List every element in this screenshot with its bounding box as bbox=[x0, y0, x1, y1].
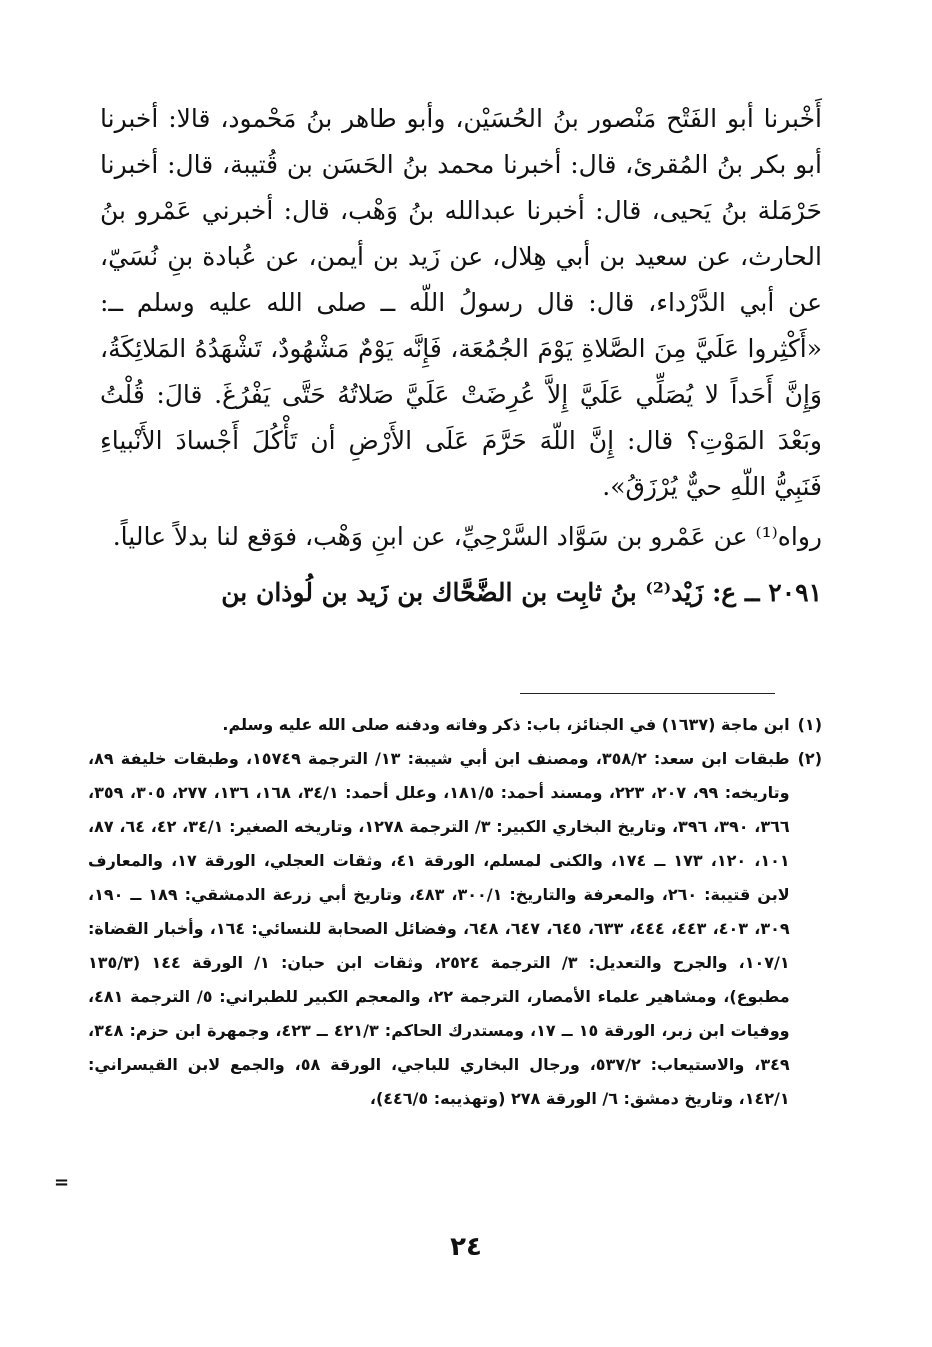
continuation-mark: = bbox=[54, 1172, 70, 1193]
footnote-item bbox=[88, 708, 822, 742]
footnote-text: ابن ماجة (١٦٣٧) في الجنائز، باب: ذكر وفاته ودفنه صلى الله عليه وسلم. bbox=[222, 715, 790, 734]
hadith-paragraph: أَخْبرنا أبو الفَتْح مَنْصور بنُ الحُسَيْن، وأبو طاهر بنُ مَحْمود، قالا: أخبرنا أبو بكر بنُ المُقرئ، قال: أخبرنا محمد بنُ الحَسَن بن قُتيبة، قال: أخبرنا حَرْمَلة بنُ يَحيى، قال: أخبرنا عبدالله بنُ وَهْب، قال: أخبرني عَمْرو بنُ الحارث، عن سعيد بن أبي هِلال، عن زَيد بن أيمن، عن عُبادة بنِ نُسَيّ، عن أبي الدَّرْداء، قال: قال رسولُ اللّه ــ صلى الله عليه وسلم ــ: «أَكْثِروا عَلَيَّ مِنَ الصَّلاةِ يَوْمَ الجُمُعَة، فَإِنَّه يَوْمٌ مَشْهُودٌ، تَشْهَدُهُ المَلائِكَةُ، وَإِنَّ أَحَداً لا يُصَلِّي عَلَيَّ إِلاَّ عُرِضَتْ عَلَيَّ صَلاتُهُ حَتَّى يَفْرُغَ. قالَ: قُلْتُ وبَعْدَ المَوْتِ؟ قال: إِنَّ اللّهَ حَرَّمَ عَلَى الأَرْضِ أن تَأْكُلَ أَجْسادَ الأَنْبياءِ فَنَبِيُّ اللّهِ حيٌّ يُرْزَقُ». bbox=[100, 104, 822, 501]
footnote-marker: (٢) bbox=[797, 749, 822, 768]
footnote-marker: (١) bbox=[797, 715, 822, 734]
biography-entry-heading: ٢٠٩١ ــ ع: زَيْد⁽²⁾ بنُ ثابِت بن الضَّحَّاك بن زَيد بن لُوذان بن bbox=[221, 578, 822, 607]
narration-paragraph: رواه⁽¹⁾ عن عَمْرو بن سَوَّاد السَّرْحِيِّ، عن ابنِ وَهْب، فوَقع لنا بدلاً عالياً. bbox=[112, 522, 822, 551]
footnotes-section bbox=[88, 708, 822, 1116]
footnote-text: طبقات ابن سعد: ٣٥٨/٢، ومصنف ابن أبي شيبة: ١٣/ الترجمة ١٥٧٤٩، وطبقات خليفة ٨٩، وتاريخه: ٩٩، ٢٠٧، ٢٢٣، ومسند أحمد: ١٨١/٥، وعلل أحمد: ٣٤/١، ١٦٨، ١٣٦، ٢٧٧، ٣٠٥، ٣٥٩، ٣٦٦، ٣٩٠، ٣٩٦، وتاريخ البخاري الكبير: ٣/ الترجمة ١٢٧٨، وتاريخه الصغير: ٣٤/١، ٤٢، ٦٤، ٨٧، ١٠١، ١٢٠، ١٧٣ ــ ١٧٤، والكنى لمسلم، الورقة ٤١، وثقات العجلي، الورقة ١٧، والمعارف لابن قتيبة: ٢٦٠، والمعرفة والتاريخ: ٣٠٠/١، ٤٨٣، وتاريخ أبي زرعة الدمشقي: ١٨٩ ــ ١٩٠، ٣٠٩، ٤٠٣، ٤٤٣، ٤٤٤، ٦٣٣، ٦٤٥، ٦٤٧، ٦٤٨، وفضائل الصحابة للنسائي: ١٦٤، وأخبار القضاة: ١٠٧/١، والجرح والتعديل: ٣/ الترجمة ٢٥٢٤، وثقات ابن حبان: ١/ الورقة ١٤٤ (١٣٥/٣ مطبوع)، ومشاهير علماء الأمصار، الترجمة ٢٢، والمعجم الكبير للطبراني: ٥/ الترجمة ٤٨١، ووفيات ابن زبر، الورقة ١٥ ــ ١٧، ومستدرك الحاكم: ٤٢١/٣ ــ ٤٢٣، وجمهرة ابن حزم: ٣٤٨، ٣٤٩، والاستيعاب: ٥٣٧/٢، ورجال البخاري للباجي، الورقة ٥٨، والجمع لابن القيسراني: ١٤٢/١، وتاريخ دمشق: ٦/ الورقة ٢٧٨ (وتهذيبه: ٤٤٦/٥)، bbox=[88, 749, 790, 1108]
page-number: ٢٤ bbox=[450, 1232, 482, 1262]
footnote-item bbox=[88, 742, 822, 1116]
main-text-block bbox=[100, 92, 822, 616]
footnote-divider bbox=[520, 693, 775, 694]
